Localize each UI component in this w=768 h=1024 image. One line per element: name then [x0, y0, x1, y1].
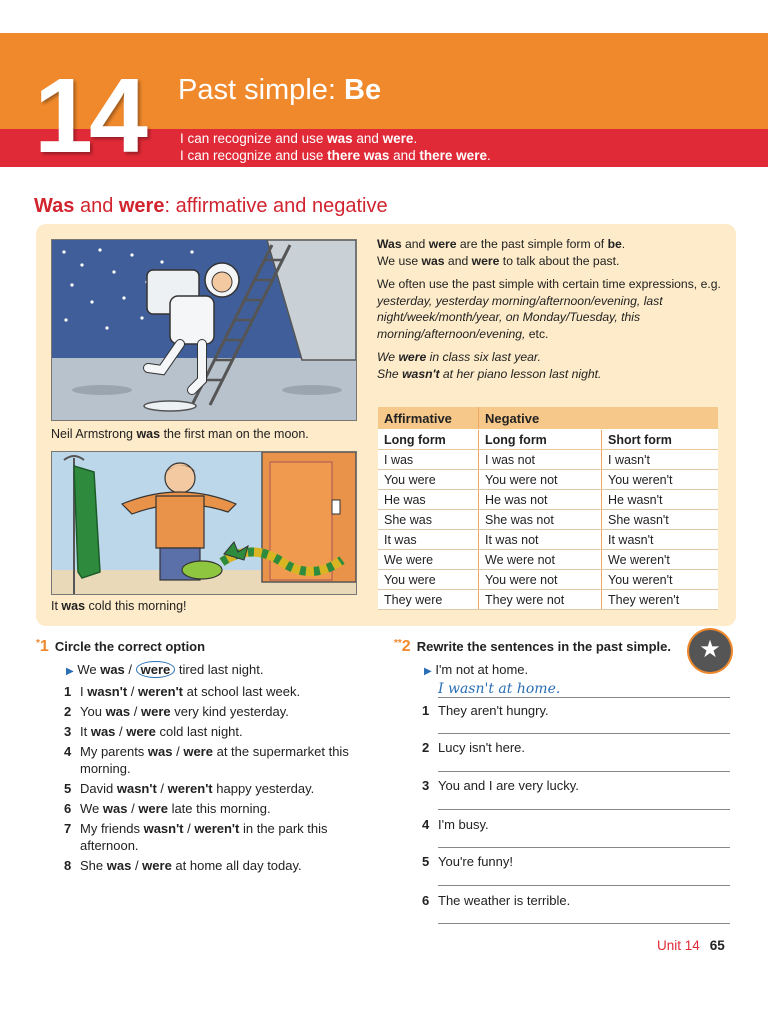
answer-line [438, 697, 730, 698]
unit-number: 14 [34, 57, 144, 175]
subhead-long-aff: Long form [378, 430, 479, 450]
cell: She wasn't [602, 510, 719, 530]
table-row [378, 590, 718, 610]
objective-2: I can recognize and use there was and there were. [180, 148, 491, 163]
col-negative: Negative [479, 407, 719, 430]
be-forms-table [378, 407, 718, 610]
cell: I was not [479, 450, 602, 470]
exercise-1-item[interactable]: 2 You was / were very kind yesterday. [64, 704, 289, 719]
cell: It was [378, 530, 479, 550]
triangle-right-icon: ▶ [424, 666, 432, 677]
table-row [378, 470, 718, 490]
exercise-1-item[interactable]: 5 David wasn't / weren't happy yesterday. [64, 781, 315, 796]
page-footer [657, 938, 725, 953]
cell: We were [378, 550, 479, 570]
cell: We were not [479, 550, 602, 570]
table-row [378, 530, 718, 550]
cold-boy-illustration [51, 451, 357, 595]
cell: It was not [479, 530, 602, 550]
exercise-2-heading: **2 Rewrite the sentences in the past simple. [394, 638, 672, 655]
cell: You were not [479, 570, 602, 590]
answer-line[interactable] [438, 809, 730, 810]
col-affirmative: Affirmative [378, 407, 479, 430]
cold-caption: It was cold this morning! [51, 599, 187, 613]
exercise-1-item[interactable]: 6 We was / were late this morning. [64, 801, 271, 816]
exercise-1-example: ▶ We was / were tired last night. [66, 662, 264, 677]
cell: He was not [479, 490, 602, 510]
exercise-2-item: 4 I'm busy. [422, 817, 489, 832]
example-answer: I wasn't at home. [438, 681, 561, 697]
cell: You weren't [602, 470, 719, 490]
cell: She was not [479, 510, 602, 530]
cell: They were not [479, 590, 602, 610]
cell: He was [378, 490, 479, 510]
answer-line[interactable] [438, 847, 730, 848]
cell: You were [378, 470, 479, 490]
table-row [378, 490, 718, 510]
answer-line[interactable] [438, 923, 730, 924]
unit-label: Unit 14 [657, 938, 700, 953]
rule-1: Was and were are the past simple form of be. We use was and were to talk about the past. [377, 237, 626, 268]
cell: He wasn't [602, 490, 719, 510]
rule-examples: We were in class six last year. She wasn't at her piano lesson last night. [377, 350, 602, 381]
grammar-rules [377, 236, 722, 389]
exercise-1-item[interactable]: 4 My parents was / were at the supermarket this morning. [64, 744, 349, 776]
exercise-1-item[interactable]: 1 I wasn't / weren't at school last week. [64, 684, 301, 699]
cell: I was [378, 450, 479, 470]
exercise-2-item: 2 Lucy isn't here. [422, 740, 526, 755]
page-title: Past simple: Be [178, 74, 382, 106]
astronaut-caption: Neil Armstrong was the first man on the moon. [51, 427, 309, 441]
exercise-2-item: 3 You and I are very lucky. [422, 778, 579, 793]
cell: I wasn't [602, 450, 719, 470]
cell: You weren't [602, 570, 719, 590]
table-row [378, 570, 718, 590]
astronaut-illustration [51, 239, 357, 421]
exercise-2-item: 6 The weather is terrible. [422, 893, 571, 908]
exercise-2-example: ▶ I'm not at home. [424, 662, 529, 677]
triangle-right-icon: ▶ [66, 666, 74, 677]
answer-line[interactable] [438, 771, 730, 772]
circled-answer: were [136, 661, 176, 678]
cell: They were [378, 590, 479, 610]
section-heading: Was and were: affirmative and negative [34, 195, 388, 217]
answer-line[interactable] [438, 885, 730, 886]
cell: You were not [479, 470, 602, 490]
answer-line[interactable] [438, 733, 730, 734]
exercise-1-heading: *1 Circle the correct option [36, 638, 206, 655]
exercise-2-item: 5 You're funny! [422, 854, 514, 869]
star-icon: ★ [689, 630, 731, 672]
rule-2: We often use the past simple with certain time expressions, e.g. yesterday, yesterday morning/afternoon/evening, last night/week/month/year, on Monday/Tuesday, this morning/afternoon/evening, etc. [377, 277, 721, 341]
subhead-long-neg: Long form [479, 430, 602, 450]
subhead-short-neg: Short form [602, 430, 719, 450]
table-row [378, 550, 718, 570]
cell: It wasn't [602, 530, 719, 550]
cell: You were [378, 570, 479, 590]
table-row [378, 510, 718, 530]
exercise-1-item[interactable]: 8 She was / were at home all day today. [64, 858, 302, 873]
objective-1: I can recognize and use was and were. [180, 131, 418, 146]
exercise-1-item[interactable]: 3 It was / were cold last night. [64, 724, 243, 739]
table-row [378, 450, 718, 470]
exercise-2-item: 1 They aren't hungry. [422, 703, 549, 718]
cell: She was [378, 510, 479, 530]
page-number: 65 [709, 938, 725, 953]
cell: They weren't [602, 590, 719, 610]
cell: We weren't [602, 550, 719, 570]
exercise-1-item[interactable]: 7 My friends wasn't / weren't in the park this afternoon. [64, 821, 328, 853]
